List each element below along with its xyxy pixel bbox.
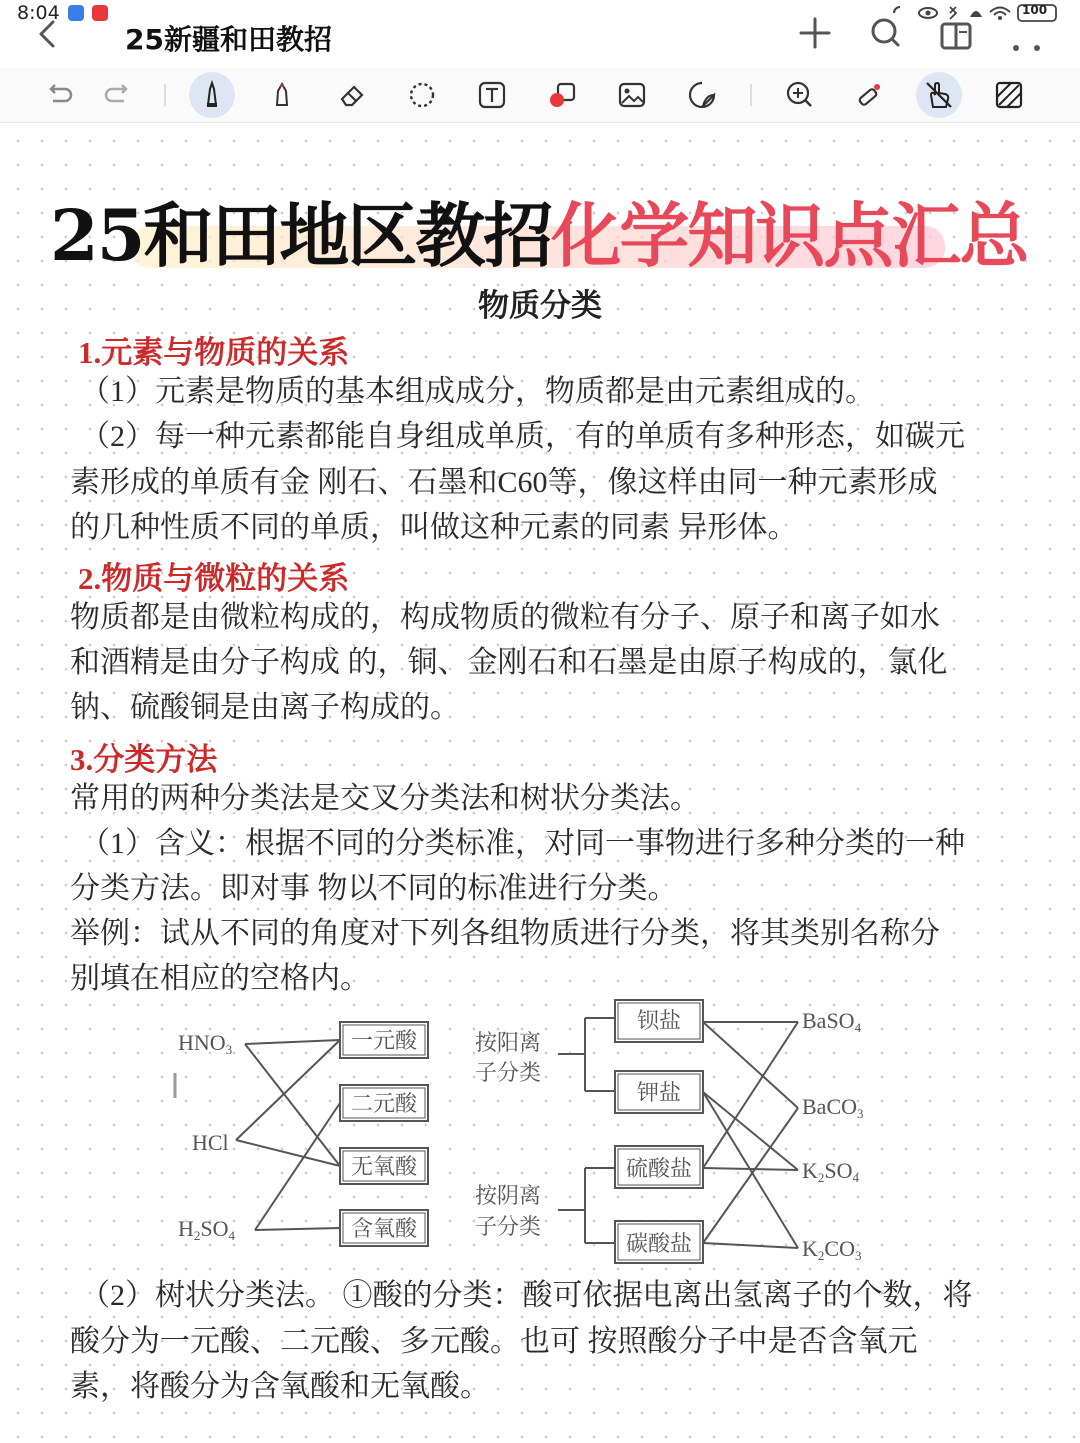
hand-icon (923, 79, 955, 111)
ruled-lines-icon (993, 79, 1025, 111)
marker-icon (266, 79, 298, 111)
acid-label-hno3: HNO3 (178, 1030, 233, 1057)
acid-type-label: 二元酸 (350, 1091, 418, 1116)
page-title-red: 化学知识点汇总 (551, 194, 1028, 277)
paragraph-line: （2）每一种元素都能自身组成单质，有的单质有多种形态，如碳元 (80, 420, 965, 453)
salt-connections (703, 1022, 798, 1248)
eraser-tool[interactable] (329, 72, 375, 118)
back-button[interactable] (28, 14, 68, 54)
page-title-black: 25和田地区教招 (50, 194, 552, 277)
paragraph-line: 的几种性质不同的单质，叫做这种元素的同素 异形体。 (70, 511, 798, 544)
shape-tool[interactable] (539, 72, 585, 118)
redo-button[interactable] (95, 72, 141, 118)
sticker-tool[interactable] (679, 72, 725, 118)
paragraph-line: 物质都是由微粒构成的，构成物质的微粒有分子、原子和离子如水 (70, 601, 940, 634)
add-button[interactable] (790, 10, 840, 56)
group-label-cation: 子分类 (475, 1060, 542, 1085)
group-label-anion: 子分类 (475, 1214, 542, 1239)
classification-diagram (170, 998, 870, 1273)
paragraph-line: 钠、硫酸铜是由离子构成的。 (70, 691, 460, 724)
acid-label-hcl: HCl (192, 1130, 229, 1155)
salt-label-k2co3: K2CO3 (802, 1236, 862, 1263)
app-notification-icon (92, 5, 108, 21)
tree-brackets (558, 1018, 615, 1243)
text-tool[interactable] (469, 72, 515, 118)
paragraph-line: （1）含义：根据不同的分类标准，对同一事物进行多种分类的一种 (80, 827, 965, 860)
hand-tool[interactable] (916, 72, 962, 118)
group-label-anion: 按阴离 (475, 1183, 542, 1208)
paragraph-line: （2）树状分类法。 ①酸的分类：酸可依据电离出氢离子的个数，将 (80, 1279, 973, 1312)
salt-type-boxes (615, 1000, 703, 1263)
image-icon (616, 79, 648, 111)
app-header (0, 0, 1080, 68)
section-subtitle: 物质分类 (478, 288, 602, 323)
salt-label-baco3: BaCO3 (802, 1094, 864, 1121)
paragraph-line: 举例：试从不同的角度对下列各组物质进行分类，将其类别名称分 (70, 917, 940, 950)
paragraph-line: 素形成的单质有金 刚石、石墨和C60等，像这样由同一种元素形成 (70, 466, 938, 499)
pen-tool[interactable] (189, 72, 235, 118)
image-tool[interactable] (609, 72, 655, 118)
marker-tool[interactable] (259, 72, 305, 118)
salt-type-label: 硫酸盐 (625, 1156, 693, 1181)
battery-level: 100 (1022, 3, 1048, 17)
acid-type-label: 含氧酸 (350, 1216, 418, 1241)
tool-bar (0, 68, 1080, 123)
salt-type-label: 钾盐 (636, 1080, 682, 1105)
section-heading: 3.分类方法 (70, 742, 218, 777)
eraser-icon (336, 79, 368, 111)
lines-tool[interactable] (986, 72, 1032, 118)
acid-type-label: 无氧酸 (350, 1154, 418, 1179)
salt-label-k2so4: K2SO4 (802, 1158, 860, 1185)
section-heading: 2.物质与微粒的关系 (78, 561, 350, 596)
back-icon (28, 14, 68, 54)
paragraph-line: 和酒精是由分子构成 的，铜、金刚石和石墨是由原子构成的，氯化 (70, 646, 948, 679)
paragraph-line: 别填在相应的空格内。 (70, 962, 370, 995)
section-heading: 1.元素与物质的关系 (78, 335, 350, 370)
laser-pointer-icon (853, 79, 885, 111)
laser-pointer-tool[interactable] (846, 72, 892, 118)
salt-type-label: 碳酸盐 (625, 1231, 693, 1256)
toolbar-divider (750, 84, 752, 106)
group-label-cation: 按阳离 (475, 1030, 542, 1055)
app-notification-icon (68, 5, 84, 21)
shape-icon (546, 79, 578, 111)
paragraph-line: 常用的两种分类法是交叉分类法和树状分类法。 (70, 782, 700, 815)
status-time: 8:04 (17, 2, 60, 24)
acid-label-h2so4: H2SO4 (178, 1216, 236, 1243)
paragraph-line: 分类方法。即对事 物以不同的标准进行分类。 (70, 872, 678, 905)
salt-type-label: 钡盐 (636, 1008, 682, 1033)
paragraph-line: （1）元素是物质的基本组成成分，物质都是由元素组成的。 (80, 375, 875, 408)
text-icon (476, 79, 508, 111)
zoom-tool[interactable] (776, 72, 822, 118)
add-icon (790, 10, 840, 56)
paragraph-line: 素，将酸分为含氧酸和无氧酸。 (70, 1370, 490, 1403)
paragraph-line: 酸分为一元酸、二元酸、多元酸。也可 按照酸分子中是否含氧元 (70, 1325, 918, 1358)
salt-label-baso4: BaSO4 (802, 1008, 862, 1035)
acid-type-boxes (340, 1022, 428, 1246)
lasso-tool[interactable] (399, 72, 445, 118)
undo-button[interactable] (36, 72, 82, 118)
page-title (50, 180, 1027, 281)
acid-connections (236, 1040, 340, 1230)
lasso-icon (406, 79, 438, 111)
redo-icon (102, 79, 134, 111)
undo-icon (43, 79, 75, 111)
acid-type-label: 一元酸 (350, 1028, 418, 1053)
pen-icon (196, 79, 228, 111)
sticker-icon (686, 79, 718, 111)
document-title: 25新疆和田教招 (125, 23, 332, 56)
zoom-in-icon (783, 79, 815, 111)
toolbar-divider (164, 84, 166, 106)
